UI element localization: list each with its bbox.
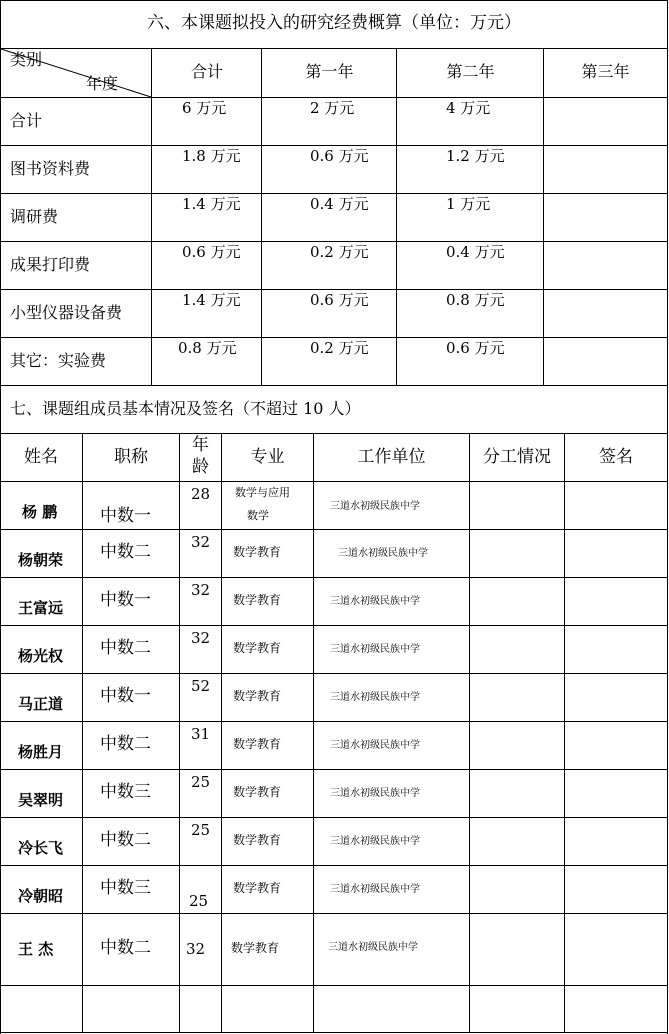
budget-total: 0.8 万元 — [178, 339, 237, 357]
member-age: 25 — [191, 821, 211, 839]
member-name: 马正道 — [18, 695, 64, 713]
budget-row-label: 调研费 — [10, 207, 59, 226]
header-year-2: 第二年 — [446, 62, 495, 81]
budget-section-title: 六、本课题拟投入的研究经费概算（单位：万元） — [147, 13, 521, 33]
budget-year-2: 0.6 万元 — [446, 339, 505, 357]
member-name: 杨朝荣 — [18, 551, 64, 569]
member-age: 28 — [191, 485, 211, 503]
member-name: 王富远 — [18, 599, 64, 617]
member-unit: 三道水初级民族中学 — [338, 548, 428, 559]
member-unit: 三道水初级民族中学 — [330, 788, 420, 799]
member-title: 中数一 — [100, 590, 151, 610]
budget-year-2: 0.8 万元 — [446, 291, 505, 309]
budget-row-label: 图书资料费 — [10, 159, 91, 178]
budget-year-2: 1.2 万元 — [446, 147, 505, 165]
header-age-1: 年 — [192, 435, 209, 455]
member-major: 数学教育 — [233, 833, 282, 847]
member-unit: 三道水初级民族中学 — [330, 692, 420, 703]
header-total: 合计 — [190, 62, 223, 81]
member-age: 32 — [191, 629, 211, 647]
header-name: 姓名 — [24, 447, 58, 467]
budget-total: 1.4 万元 — [182, 291, 241, 309]
member-major: 数学教育 — [233, 737, 282, 751]
member-unit: 三道水初级民族中学 — [328, 942, 418, 953]
member-unit: 三道水初级民族中学 — [330, 740, 420, 751]
member-unit: 三道水初级民族中学 — [330, 884, 420, 895]
corner-category-label: 类别 — [10, 50, 43, 69]
member-name: 杨光权 — [18, 647, 64, 665]
member-unit: 三道水初级民族中学 — [330, 501, 420, 512]
budget-total: 6 万元 — [182, 99, 227, 117]
members-section-title: 七、课题组成员基本情况及签名（不超过 10 人） — [10, 399, 361, 418]
budget-year-1: 0.2 万元 — [310, 243, 369, 261]
header-major: 专业 — [250, 447, 285, 467]
member-name: 冷朝昭 — [18, 887, 64, 905]
member-title: 中数二 — [100, 638, 151, 658]
budget-total: 1.8 万元 — [182, 147, 241, 165]
header-duty: 分工情况 — [483, 447, 551, 467]
member-major-line-2: 数学 — [247, 509, 269, 522]
budget-year-2: 0.4 万元 — [446, 243, 505, 261]
member-unit: 三道水初级民族中学 — [330, 644, 420, 655]
member-name: 杨胜月 — [18, 743, 64, 761]
member-name: 吴翠明 — [18, 791, 64, 809]
budget-year-2: 4 万元 — [446, 99, 491, 117]
budget-row-label: 成果打印费 — [10, 255, 91, 274]
member-age: 31 — [191, 725, 211, 743]
member-major: 数学教育 — [231, 941, 280, 955]
budget-year-1: 2 万元 — [310, 99, 355, 117]
budget-row-label: 小型仪器设备费 — [10, 303, 123, 322]
member-name: 冷长飞 — [18, 839, 64, 857]
budget-total: 0.6 万元 — [182, 243, 241, 261]
budget-total: 1.4 万元 — [182, 195, 241, 213]
budget-year-1: 0.2 万元 — [310, 339, 369, 357]
member-name: 杨 鹏 — [22, 503, 58, 521]
member-name: 王 杰 — [18, 940, 54, 958]
member-title: 中数三 — [100, 878, 151, 898]
member-major: 数学教育 — [233, 593, 282, 607]
header-unit: 工作单位 — [357, 447, 426, 467]
member-unit: 三道水初级民族中学 — [330, 836, 420, 847]
budget-year-1: 0.6 万元 — [310, 291, 369, 309]
budget-row-label: 其它：实验费 — [10, 351, 107, 370]
member-major: 数学与应用 — [235, 486, 290, 499]
budget-year-1: 0.4 万元 — [310, 195, 369, 213]
header-year-3: 第三年 — [581, 62, 630, 81]
member-major: 数学教育 — [233, 785, 282, 799]
header-age-2: 龄 — [192, 457, 209, 477]
member-unit: 三道水初级民族中学 — [330, 596, 420, 607]
header-title: 职称 — [114, 447, 148, 467]
member-title: 中数三 — [100, 782, 151, 802]
member-title: 中数二 — [100, 830, 151, 850]
budget-year-1: 0.6 万元 — [310, 147, 369, 165]
corner-year-label: 年度 — [86, 74, 119, 93]
member-title: 中数二 — [100, 938, 151, 958]
member-title: 中数一 — [100, 506, 151, 526]
budget-row-label: 合计 — [10, 111, 43, 130]
budget-year-2: 1 万元 — [446, 195, 491, 213]
header-year-1: 第一年 — [305, 62, 354, 81]
member-major: 数学教育 — [233, 545, 282, 559]
member-age: 25 — [189, 892, 209, 910]
member-major: 数学教育 — [233, 641, 282, 655]
member-age: 52 — [191, 677, 211, 695]
member-age: 32 — [191, 581, 211, 599]
member-age: 32 — [191, 533, 211, 551]
member-age: 25 — [191, 773, 211, 791]
member-title: 中数二 — [100, 734, 151, 754]
member-major: 数学教育 — [233, 881, 282, 895]
header-sign: 签名 — [599, 447, 633, 467]
member-major: 数学教育 — [233, 689, 282, 703]
member-age: 32 — [186, 940, 206, 958]
member-title: 中数二 — [100, 542, 151, 562]
member-title: 中数一 — [100, 686, 151, 706]
